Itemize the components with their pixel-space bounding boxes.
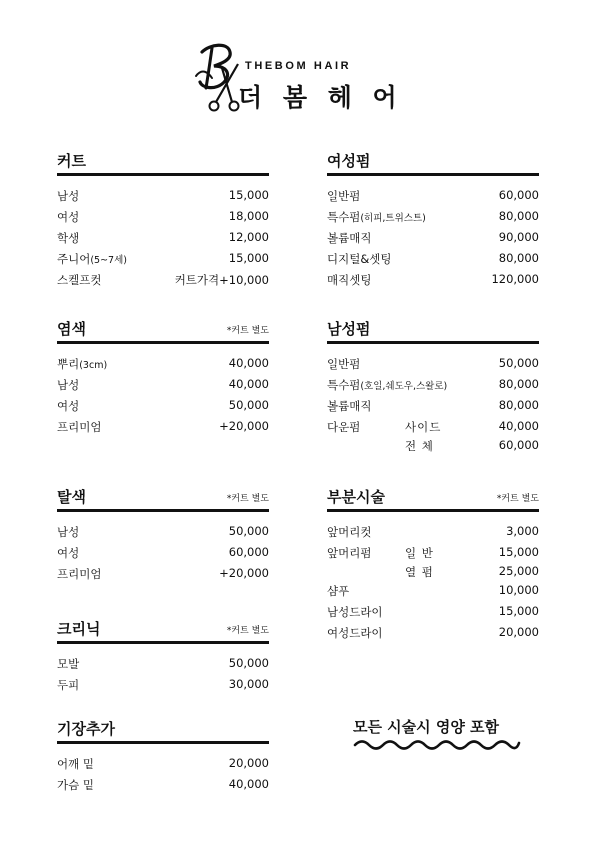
list-item: 두피 30,000	[57, 677, 269, 692]
section-title: 여성펌	[327, 152, 371, 170]
list-item: 다운펌 사이드 40,000	[327, 419, 539, 434]
section-length	[57, 718, 269, 796]
list-item: 프리미엄 +20,000	[57, 566, 269, 581]
list-item: 프리미엄 +20,000	[57, 419, 269, 434]
section-cut	[57, 150, 269, 291]
section-title: 기장추가	[57, 720, 115, 738]
section-title: 남성펌	[327, 320, 371, 338]
list-item: 볼륨매직 90,000	[327, 230, 539, 245]
list-item: 여성 50,000	[57, 398, 269, 413]
list-item: 남성 50,000	[57, 524, 269, 539]
list-item: 앞머리펌 일 반 15,000	[327, 545, 539, 560]
logo	[192, 38, 402, 118]
banner-text: 모든 시술시 영양 포함	[352, 718, 500, 736]
list-item: 특수펌(호일,쉐도우,스왈로) 80,000	[327, 377, 539, 392]
list-item: 가슴 밑 40,000	[57, 777, 269, 792]
divider	[57, 341, 269, 344]
list-item: 일반펌 60,000	[327, 188, 539, 203]
section-title: 탈색	[57, 488, 86, 506]
section-partial	[327, 486, 539, 644]
list-item: 매직셋팅 120,000	[327, 272, 539, 287]
divider	[327, 173, 539, 176]
list-item: 스켈프컷 커트가격+10,000	[57, 273, 269, 287]
list-item: 학생 12,000	[57, 230, 269, 245]
wave-underline-icon	[353, 738, 521, 752]
section-clinic	[57, 618, 269, 696]
list-item: 어깨 밑 20,000	[57, 756, 269, 771]
list-item: 디지털&셋팅 80,000	[327, 251, 539, 266]
section-title: 염색	[57, 320, 86, 338]
nutrition-banner	[325, 716, 527, 756]
list-item: 앞머리컷 3,000	[327, 524, 539, 539]
divider	[57, 173, 269, 176]
section-color	[57, 318, 269, 438]
list-item: 여성 18,000	[57, 209, 269, 224]
list-item: 남성드라이 15,000	[327, 604, 539, 619]
section-note: *커트 별도	[226, 494, 269, 504]
list-item: 열 펌 25,000	[405, 564, 539, 579]
list-item: 뿌리(3cm) 40,000	[57, 356, 269, 371]
list-item: 여성 60,000	[57, 545, 269, 560]
section-bleach	[57, 486, 269, 585]
list-item: 모발 50,000	[57, 656, 269, 671]
list-item: 남성 15,000	[57, 188, 269, 203]
list-item: 여성드라이 20,000	[327, 625, 539, 640]
divider	[57, 741, 269, 744]
list-item: 일반펌 50,000	[327, 356, 539, 371]
divider	[327, 509, 539, 512]
list-item: 전 체 60,000	[405, 438, 539, 453]
section-mens-perm	[327, 318, 539, 455]
section-note: *커트 별도	[226, 326, 269, 336]
section-title: 크리닉	[57, 620, 101, 638]
section-note: *커트 별도	[496, 494, 539, 504]
divider	[57, 509, 269, 512]
list-item: 샴푸 10,000	[327, 583, 539, 598]
section-womens-perm	[327, 150, 539, 291]
section-note: *커트 별도	[226, 626, 269, 636]
list-item: 특수펌(히피,트위스트) 80,000	[327, 209, 539, 224]
section-title: 커트	[57, 152, 86, 170]
section-title: 부분시술	[327, 488, 385, 506]
list-item: 남성 40,000	[57, 377, 269, 392]
list-item: 볼륨매직 80,000	[327, 398, 539, 413]
list-item: 주니어(5~7세) 15,000	[57, 251, 269, 266]
logo-korean-text: 더 봄 헤 어	[238, 83, 403, 112]
divider	[57, 641, 269, 644]
logo-english-text: THEBOM HAIR	[245, 60, 352, 72]
divider	[327, 341, 539, 344]
